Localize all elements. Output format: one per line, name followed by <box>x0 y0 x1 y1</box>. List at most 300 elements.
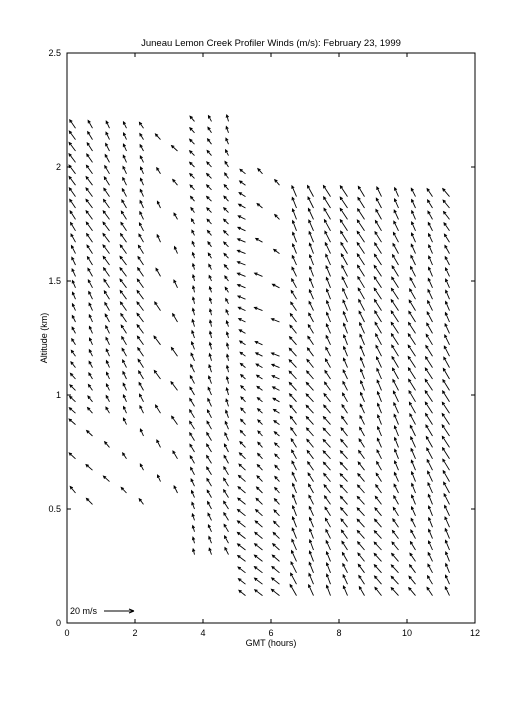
wind-vector <box>324 473 331 481</box>
wind-vector <box>224 253 229 258</box>
wind-vector <box>271 589 279 595</box>
chart-title: Juneau Lemon Creek Profiler Winds (m/s): February 23, 1999 <box>141 38 401 49</box>
wind-vector <box>341 243 348 254</box>
wind-vector <box>324 485 330 493</box>
wind-vector <box>442 402 449 413</box>
wind-vector <box>207 444 212 452</box>
wind-vector <box>257 386 263 390</box>
wind-vector <box>224 219 229 224</box>
wind-vector <box>325 518 330 527</box>
wind-vector <box>443 368 449 379</box>
wind-vector <box>87 257 92 265</box>
wind-vector <box>123 383 126 390</box>
wind-vector <box>326 336 330 345</box>
wind-vector <box>429 256 433 265</box>
wind-vector <box>207 231 211 236</box>
wind-vector <box>307 428 314 436</box>
wind-vector <box>139 371 144 379</box>
wind-vector <box>358 474 365 482</box>
wind-vector <box>72 316 75 323</box>
wind-vector <box>239 204 246 208</box>
wind-vector <box>446 564 450 573</box>
wind-vector <box>123 407 126 414</box>
wind-vector <box>88 408 93 414</box>
wind-vector <box>272 284 279 288</box>
wind-vector <box>374 288 381 299</box>
wind-vector <box>70 487 75 494</box>
wind-vector <box>209 320 212 326</box>
wind-vector <box>358 553 365 561</box>
wind-vector <box>340 485 347 493</box>
wind-vector <box>240 181 246 185</box>
wind-vector <box>226 354 229 360</box>
wind-vector <box>226 377 229 384</box>
wind-vector <box>428 223 432 231</box>
wind-vector <box>238 556 246 562</box>
wind-vector <box>104 188 110 196</box>
wind-vector <box>443 471 449 482</box>
wind-vector <box>306 394 313 402</box>
wind-vector <box>343 312 347 322</box>
wind-vector <box>359 451 365 459</box>
wind-vector <box>309 313 314 322</box>
wind-vector <box>207 174 212 179</box>
wind-vector <box>343 564 348 573</box>
wind-vector <box>292 484 296 494</box>
wind-vector <box>291 428 297 436</box>
wind-vector <box>140 134 144 140</box>
wind-vector <box>340 474 347 482</box>
wind-vector <box>69 419 75 425</box>
wind-vector <box>428 267 432 276</box>
wind-vector <box>394 496 399 505</box>
wind-vector <box>340 208 347 219</box>
wind-vector <box>123 155 126 162</box>
wind-vector <box>207 196 212 201</box>
wind-vector <box>427 312 432 322</box>
wind-vector <box>374 254 381 265</box>
wind-vector <box>241 375 246 379</box>
wind-vector <box>306 405 313 413</box>
wind-vector <box>225 287 228 292</box>
wind-vector <box>224 501 229 509</box>
wind-vector <box>273 532 279 538</box>
wind-vector <box>103 234 110 243</box>
wind-vector <box>275 465 280 470</box>
wind-vector <box>209 365 212 372</box>
wind-vector <box>89 303 93 311</box>
wind-vector <box>122 200 127 208</box>
wind-vector <box>254 307 262 310</box>
wind-vector <box>292 256 296 265</box>
wind-vector <box>340 197 347 208</box>
wind-vector <box>225 422 228 430</box>
wind-vector <box>191 208 195 213</box>
wind-vector <box>292 472 296 481</box>
wind-vector <box>308 197 314 208</box>
wind-vector <box>255 532 263 538</box>
wind-vector <box>225 173 229 178</box>
y-axis-label: Altitude (km) <box>39 312 49 364</box>
wind-vector <box>292 517 296 527</box>
wind-vector <box>341 530 347 539</box>
wind-vector <box>192 331 195 338</box>
wind-vector <box>192 320 195 327</box>
wind-vector <box>326 585 330 595</box>
wind-vector <box>104 291 109 299</box>
wind-vector <box>375 221 381 231</box>
wind-vector <box>123 453 127 459</box>
wind-vector <box>427 587 433 595</box>
wind-vector <box>138 348 144 356</box>
wind-vector <box>239 453 245 459</box>
wind-vector <box>391 576 398 584</box>
wind-vector <box>357 220 364 231</box>
wind-vector <box>358 564 364 573</box>
wind-vector <box>257 375 263 379</box>
wind-vector <box>192 286 195 292</box>
wind-vector <box>140 429 143 436</box>
wind-vector <box>238 296 246 299</box>
wind-vector <box>323 417 330 425</box>
wind-vector <box>226 343 229 349</box>
wind-vector <box>427 189 432 197</box>
wind-vector <box>392 553 399 561</box>
wind-vector <box>309 551 313 561</box>
wind-vector <box>325 243 330 254</box>
wind-vector <box>171 348 177 357</box>
wind-vector <box>443 459 450 470</box>
wind-vector <box>140 189 143 196</box>
wind-vector <box>291 302 297 311</box>
wind-vector <box>69 177 75 186</box>
wind-vector <box>208 376 211 384</box>
wind-vector <box>239 464 246 470</box>
wind-vector <box>341 439 348 447</box>
wind-vector <box>290 314 296 322</box>
wind-vector <box>445 529 449 539</box>
wind-vector <box>326 266 331 277</box>
wind-vector <box>408 368 415 379</box>
wind-vector <box>190 387 195 395</box>
wind-vector <box>272 376 279 379</box>
wind-vector <box>442 425 449 436</box>
wind-vector <box>226 388 229 395</box>
wind-vector <box>376 485 382 493</box>
wind-vector <box>358 209 365 220</box>
wind-vector <box>72 327 75 333</box>
wind-vector <box>412 211 416 220</box>
wind-vector <box>71 234 76 242</box>
wind-vector <box>237 532 245 538</box>
wind-vector <box>255 590 263 596</box>
wind-vector <box>309 540 313 550</box>
wind-vector <box>88 268 93 276</box>
wind-vector <box>326 289 330 299</box>
wind-vector <box>358 198 365 209</box>
wind-vector <box>121 222 127 230</box>
reference-vector-label: 20 m/s <box>70 606 98 616</box>
wind-vector <box>87 143 92 151</box>
wind-vector <box>226 332 229 338</box>
wind-vector <box>374 531 381 539</box>
wind-vector <box>89 338 92 345</box>
wind-vector <box>306 382 313 390</box>
wind-vector <box>392 277 399 288</box>
wind-vector <box>343 335 347 345</box>
wind-vector <box>326 278 330 288</box>
wind-vector <box>258 420 263 425</box>
wind-vector <box>325 371 331 380</box>
wind-vector <box>309 484 314 493</box>
wind-vector <box>340 496 347 504</box>
wind-vector <box>394 473 398 482</box>
wind-vector <box>375 311 382 322</box>
wind-vector <box>89 315 92 322</box>
wind-vector <box>121 314 127 322</box>
wind-vector <box>393 391 398 402</box>
wind-vector <box>343 347 347 357</box>
wind-vector <box>138 245 143 253</box>
wind-vector <box>326 530 331 539</box>
wind-vector <box>274 510 280 516</box>
wind-vector <box>326 541 330 550</box>
wind-vector <box>443 391 450 402</box>
wind-vector <box>341 508 348 516</box>
wind-vector <box>209 548 212 554</box>
wind-vector <box>192 241 194 246</box>
wind-vector <box>123 372 127 379</box>
wind-vector <box>272 353 280 356</box>
wind-vector <box>445 313 449 322</box>
wind-vector <box>426 334 432 345</box>
wind-vector <box>393 244 399 254</box>
wind-vector <box>309 518 313 528</box>
wind-vector <box>274 432 279 436</box>
wind-vector <box>292 244 296 254</box>
wind-vector <box>69 188 75 197</box>
wind-vector <box>238 487 245 493</box>
wind-vector <box>446 552 450 562</box>
wind-vector <box>103 245 110 254</box>
wind-vector <box>426 414 433 425</box>
wind-vector <box>273 387 280 391</box>
wind-vector <box>343 323 347 333</box>
wind-vector <box>155 134 160 140</box>
wind-vector <box>226 410 229 418</box>
wind-vector <box>224 231 229 236</box>
wind-vector <box>224 513 229 521</box>
wind-vector <box>359 439 364 448</box>
wind-vector <box>341 428 347 436</box>
wind-vector <box>360 334 365 345</box>
wind-vector <box>326 324 330 333</box>
wind-vector <box>226 310 229 316</box>
wind-vector <box>207 433 212 441</box>
wind-vector <box>426 346 433 357</box>
wind-vector <box>190 128 195 133</box>
wind-vector <box>291 439 296 448</box>
wind-vector <box>358 186 364 196</box>
wind-vector <box>343 393 348 402</box>
wind-vector <box>343 370 347 379</box>
wind-vector <box>394 199 398 208</box>
wind-vector <box>192 526 195 532</box>
wind-vector <box>309 267 313 277</box>
wind-vector <box>429 245 433 254</box>
wind-vector <box>86 188 93 197</box>
wind-vector <box>121 211 126 219</box>
wind-vector <box>226 299 229 304</box>
wind-vector <box>87 245 93 254</box>
wind-vector <box>207 185 212 190</box>
wind-vector <box>71 362 76 368</box>
wind-vector <box>357 254 364 265</box>
wind-vector <box>442 436 449 447</box>
wind-vector <box>323 451 330 459</box>
wind-vector <box>323 186 330 197</box>
wind-vector <box>123 395 126 402</box>
wind-vector <box>425 368 432 379</box>
wind-vector <box>192 275 195 281</box>
wind-vector <box>240 363 245 367</box>
wind-vector <box>224 444 228 452</box>
wind-vector <box>375 519 382 527</box>
wind-vector <box>309 585 314 596</box>
wind-vector <box>357 531 364 539</box>
wind-vector <box>89 326 92 333</box>
wind-vector <box>443 448 450 459</box>
wind-vector <box>103 256 109 265</box>
wind-vector <box>359 576 365 585</box>
wind-vector <box>105 166 110 174</box>
wind-vector <box>137 279 143 288</box>
wind-vector <box>88 280 92 288</box>
wind-vector <box>340 451 347 459</box>
wind-vector <box>273 544 280 550</box>
wind-vector <box>139 122 143 128</box>
wind-vector <box>240 442 246 448</box>
wind-vector <box>86 222 92 231</box>
wind-vector <box>377 369 382 380</box>
wind-vector <box>86 498 92 504</box>
wind-vector <box>190 456 194 464</box>
wind-vector <box>292 495 296 505</box>
wind-vector <box>342 416 348 424</box>
wind-vector <box>275 215 280 220</box>
wind-vector <box>343 300 348 311</box>
wind-vector <box>209 264 212 269</box>
wind-vector <box>89 292 93 300</box>
wind-vector <box>391 565 398 573</box>
wind-vector <box>257 476 263 482</box>
wind-vector <box>70 211 75 220</box>
x-tick-label: 12 <box>469 628 481 638</box>
wind-vector <box>106 143 110 151</box>
wind-vector <box>121 325 126 333</box>
wind-vector <box>224 455 228 463</box>
wind-vector <box>103 222 110 231</box>
y-tick-label: 0.5 <box>48 504 61 514</box>
wind-vector <box>358 542 365 550</box>
wind-vector <box>446 290 450 299</box>
wind-vector <box>238 579 245 585</box>
x-tick-label: 8 <box>336 628 342 638</box>
wind-vector <box>238 567 246 573</box>
wind-vector <box>240 430 245 436</box>
wind-vector <box>292 267 297 276</box>
wind-vector <box>409 391 416 402</box>
wind-vector <box>292 209 296 219</box>
reference-vector <box>70 606 134 616</box>
wind-vector <box>190 174 195 179</box>
wind-vector <box>326 552 330 562</box>
wind-vector <box>324 197 331 208</box>
wind-vector <box>326 347 331 356</box>
wind-vector <box>393 519 399 527</box>
wind-vector <box>292 279 297 288</box>
wind-vector <box>122 348 126 356</box>
plot-frame <box>67 53 475 623</box>
wind-vector <box>106 361 109 368</box>
wind-vector <box>106 326 110 334</box>
wind-vector <box>292 506 296 516</box>
wind-vector <box>140 178 143 185</box>
wind-vector <box>237 250 245 253</box>
wind-vector <box>375 587 382 595</box>
wind-vector <box>308 462 314 470</box>
wind-vector <box>137 313 144 322</box>
wind-vector <box>238 510 246 516</box>
wind-vector <box>391 588 398 596</box>
wind-vector <box>357 231 364 242</box>
plot-area <box>67 53 475 623</box>
wind-vector <box>225 536 229 543</box>
wind-vector <box>71 223 76 231</box>
wind-vector <box>138 268 144 277</box>
wind-vector <box>226 399 229 406</box>
wind-vector <box>323 440 330 448</box>
wind-vector <box>411 530 416 539</box>
y-tick-label: 0 <box>55 618 61 628</box>
wind-vector <box>290 394 297 402</box>
wind-vector <box>106 121 109 128</box>
wind-vector <box>395 188 399 197</box>
wind-vector <box>137 325 143 334</box>
wind-vector <box>292 461 297 470</box>
wind-vector <box>410 542 415 550</box>
wind-vector <box>360 346 364 356</box>
wind-vector <box>192 537 195 543</box>
wind-vector <box>309 562 313 573</box>
wind-vector <box>444 482 450 493</box>
wind-vector <box>290 337 297 345</box>
wind-vector <box>377 450 382 459</box>
wind-vector <box>137 302 144 311</box>
wind-vector <box>340 220 347 231</box>
wind-vector <box>292 539 297 550</box>
y-tick-label: 2.5 <box>48 48 61 58</box>
wind-vector <box>120 256 127 265</box>
wind-vector <box>226 366 229 373</box>
wind-vector <box>443 380 450 391</box>
wind-vector <box>69 453 75 459</box>
wind-vector <box>254 567 262 573</box>
wind-vector <box>307 371 314 379</box>
wind-vector <box>374 265 381 276</box>
wind-vector <box>393 380 399 391</box>
wind-vector <box>255 273 263 277</box>
